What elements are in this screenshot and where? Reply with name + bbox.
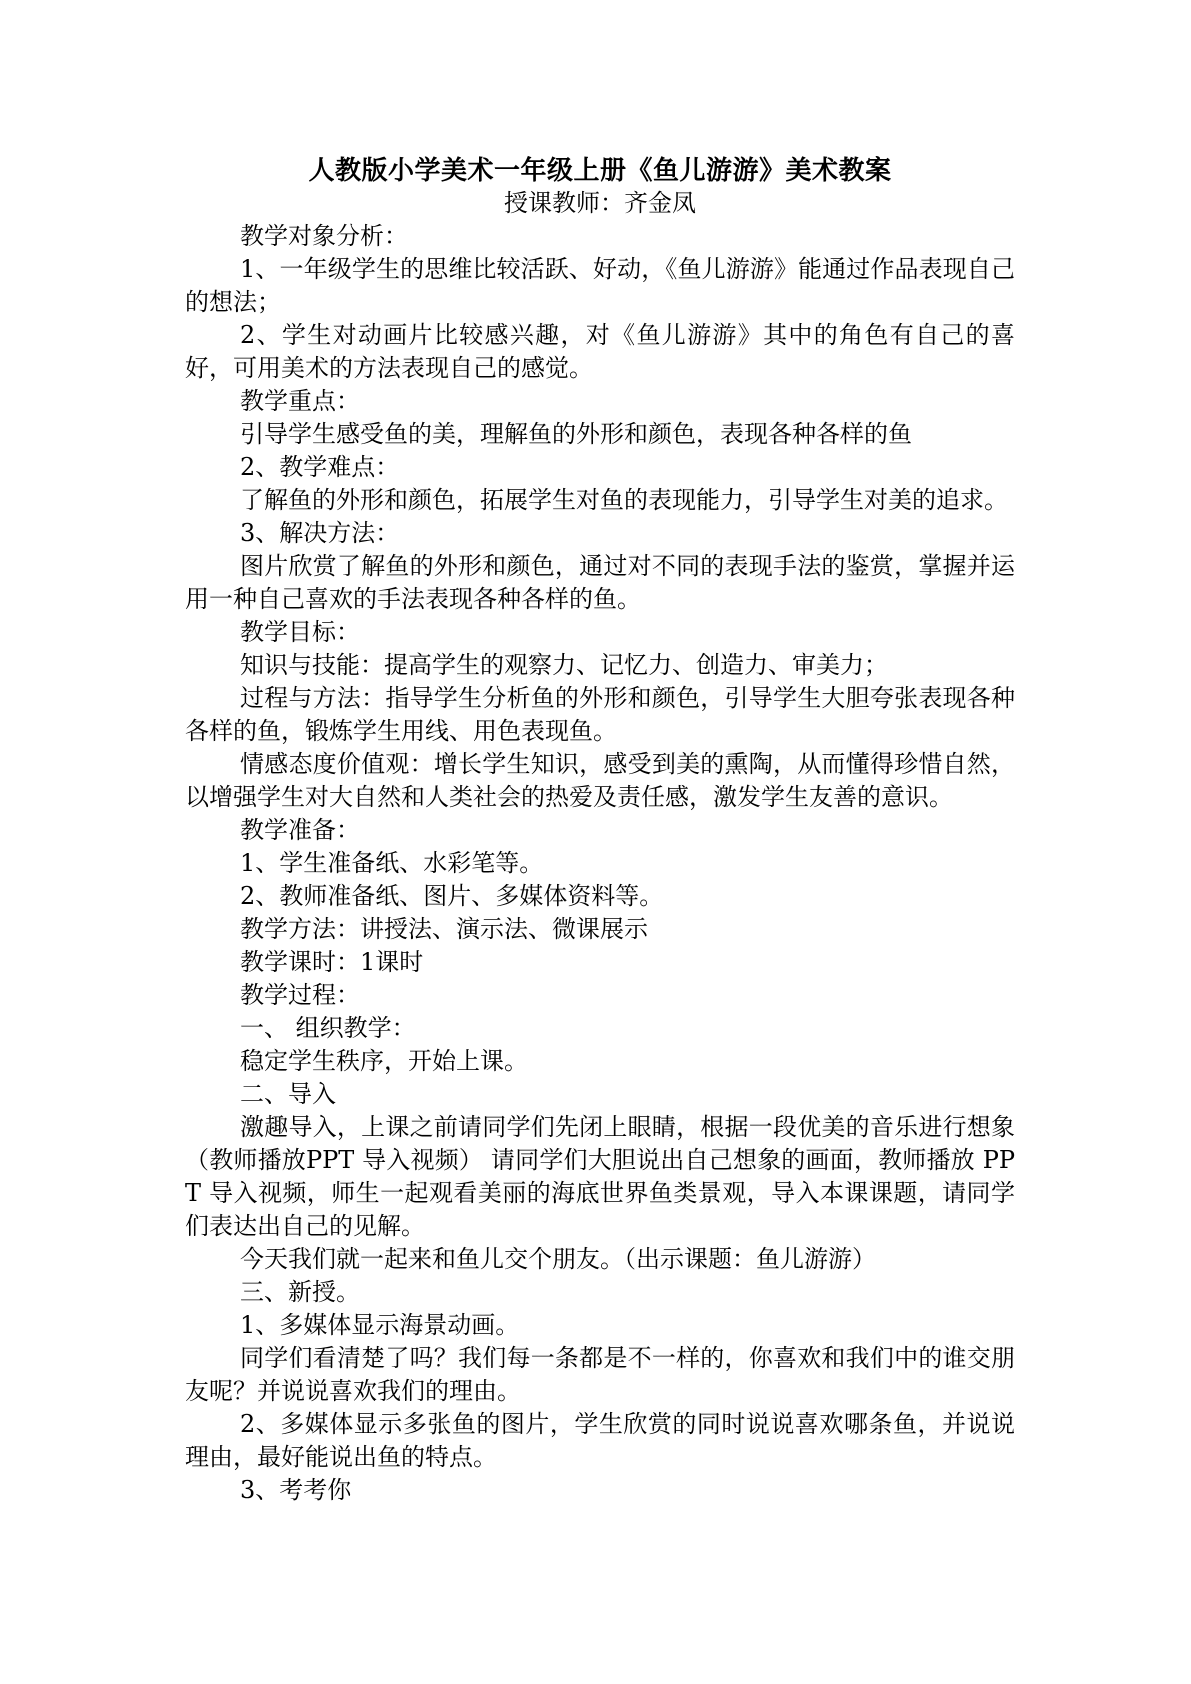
- paragraph: 图片欣赏了解鱼的外形和颜色，通过对不同的表现手法的鉴赏，掌握并运用一种自己喜欢的手法表现各种各样的鱼。: [185, 552, 1015, 613]
- document-title: 人教版小学美术一年级上册《鱼儿游游》美术教案: [308, 156, 892, 186]
- paragraph: 教学准备：: [240, 816, 360, 844]
- paragraph: 教学目标：: [240, 618, 360, 646]
- paragraph: 激趣导入，上课之前请同学们先闭上眼睛，根据一段优美的音乐进行想象（教师播放PPT 导入视频） 请同学们大胆说出自己想象的画面，教师播放 PPT 导入视频，师生一起观看美丽的海底世界鱼类景观，导入本课课题，请同学们表达出自己的见解。: [185, 1113, 1015, 1240]
- paragraph: 2、教师准备纸、图片、多媒体资料等。: [240, 882, 664, 910]
- paragraph: 今天我们就一起来和鱼儿交个朋友。（出示课题：鱼儿游游）: [240, 1245, 876, 1273]
- paragraph: 3、解决方法：: [240, 519, 400, 547]
- paragraph: 教学对象分析：: [240, 222, 408, 250]
- teacher-line: 授课教师：齐金凤: [504, 189, 696, 217]
- paragraph: 同学们看清楚了吗？我们每一条都是不一样的，你喜欢和我们中的谁交朋友呢？并说说喜欢我们的理由。: [185, 1344, 1015, 1405]
- paragraph: 3、考考你: [240, 1476, 352, 1504]
- paragraph: 知识与技能：提高学生的观察力、记忆力、创造力、审美力；: [240, 651, 888, 679]
- paragraph: 教学过程：: [240, 981, 360, 1009]
- document-body: [185, 155, 1015, 1507]
- paragraph: 教学方法：讲授法、演示法、微课展示: [240, 915, 648, 943]
- paragraph: 2、学生对动画片比较感兴趣，对《鱼儿游游》其中的角色有自己的喜好，可用美术的方法表现自己的感觉。: [185, 321, 1015, 382]
- paragraph: 2、教学难点：: [240, 453, 400, 481]
- paragraph: 三、新授。: [240, 1278, 360, 1306]
- paragraph: 二、导入: [240, 1080, 336, 1108]
- paragraph: 了解鱼的外形和颜色，拓展学生对鱼的表现能力，引导学生对美的追求。: [240, 486, 1008, 514]
- paragraph: 过程与方法：指导学生分析鱼的外形和颜色，引导学生大胆夸张表现各种各样的鱼，锻炼学生用线、用色表现鱼。: [185, 684, 1015, 745]
- paragraph: 1、学生准备纸、水彩笔等。: [240, 849, 544, 877]
- paragraph: 情感态度价值观：增长学生知识，感受到美的熏陶，从而懂得珍惜自然，以增强学生对大自然和人类社会的热爱及责任感，激发学生友善的意识。: [185, 750, 1015, 811]
- paragraph: 一、 组织教学：: [240, 1014, 416, 1042]
- paragraph: 教学课时：1课时: [240, 948, 424, 976]
- paragraph: 1、多媒体显示海景动画。: [240, 1311, 520, 1339]
- paragraph: 2、多媒体显示多张鱼的图片，学生欣赏的同时说说喜欢哪条鱼，并说说理由，最好能说出鱼的特点。: [185, 1410, 1015, 1471]
- paragraph: 稳定学生秩序，开始上课。: [240, 1047, 528, 1075]
- paragraph: 1、一年级学生的思维比较活跃、好动，《鱼儿游游》能通过作品表现自己的想法；: [185, 255, 1015, 316]
- paragraph: 教学重点：: [240, 387, 360, 415]
- paragraph: 引导学生感受鱼的美，理解鱼的外形和颜色，表现各种各样的鱼: [240, 420, 912, 448]
